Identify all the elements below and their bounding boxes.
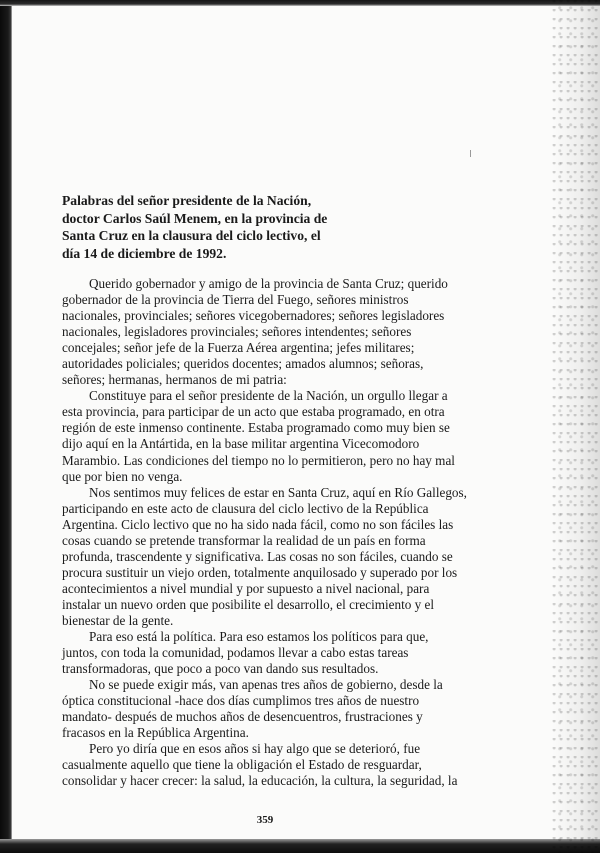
body-line: dijo aquí en la Antártida, en la base militar argentina Vicecomodoro — [62, 436, 420, 452]
body-line: Querido gobernador y amigo de la provincia de Santa Cruz; querido — [89, 276, 448, 291]
body-line: óptica constitucional -hace dos días cumplimos tres años de nuestro — [62, 693, 420, 709]
heading-line: doctor Carlos Saúl Menem, en la provincia de — [62, 210, 328, 226]
body-line: casualmente aquello que tiene la obligación el Estado de resguardar, — [62, 757, 422, 773]
body-line: transformadoras, que poco a poco van dando sus resultados. — [62, 661, 379, 677]
body-line: Argentina. Ciclo lectivo que no ha sido nada fácil, como no son fáciles las — [62, 516, 454, 532]
body-line: que por bien no venga. — [62, 468, 183, 484]
page-number: 359 — [256, 814, 274, 826]
body-line: mandato- después de muchos años de desencuentros, frustraciones y — [62, 709, 423, 725]
body-line: nacionales, legisladores provinciales; señores intendentes; señores — [62, 324, 412, 340]
scan-left-edge — [0, 0, 12, 853]
body-line: participando en este acto de clausura del ciclo lectivo de la República — [62, 500, 429, 516]
speech-heading — [62, 192, 362, 262]
body-line: bienestar de la gente. — [62, 612, 174, 628]
body-line: Marambio. Las condiciones del tiempo no lo permitieron, pero no hay mal — [62, 452, 455, 468]
body-line: Nos sentimos muy felices de estar en Santa Cruz, aquí en Río Gallegos, — [89, 484, 467, 500]
scan-top-edge — [0, 0, 600, 6]
body-line: Pero yo diría que en esos años si hay algo que se deterioró, fue — [89, 741, 421, 757]
scan-right-noise — [552, 0, 600, 853]
body-line: esta provincia, para participar de un acto que estaba programado, en otra — [62, 404, 445, 420]
body-line: autoridades policiales; queridos docentes; amados alumnos; señoras, — [62, 356, 424, 372]
body-line: No se puede exigir más, van apenas tres años de gobierno, desde la — [89, 677, 443, 693]
body-line: cosas cuando se pretende transformar la realidad de un país en forma — [62, 532, 426, 548]
heading-line: día 14 de diciembre de 1992. — [62, 245, 227, 261]
heading-line: Palabras del señor presidente de la Nación, — [62, 193, 312, 208]
body-line: señores; hermanas, hermanos de mi patria: — [62, 372, 287, 388]
body-line: acontecimientos a nivel mundial y por supuesto a nivel nacional, para — [62, 580, 430, 596]
body-line: Para eso está la política. Para eso estamos los políticos para que, — [89, 629, 429, 645]
body-line: Constituye para el señor presidente de la Nación, un orgullo llegar a — [89, 388, 448, 404]
body-line: fracasos en la República Argentina. — [62, 725, 249, 741]
body-line: concejales; señor jefe de la Fuerza Aérea argentina; jefes militares; — [62, 340, 415, 356]
body-line: instalar un nuevo orden que posibilite el desarrollo, el crecimiento y el — [62, 596, 435, 612]
scan-bottom-edge — [0, 839, 600, 853]
body-line: gobernador de la provincia de Tierra del Fuego, señores ministros — [62, 292, 409, 308]
body-line: procura sustituir un viejo orden, totalmente anquilosado y superado por los — [62, 564, 458, 580]
speech-body — [62, 276, 492, 790]
body-line: profunda, trascendente y significativa. Las cosas no son fáciles, cuando se — [62, 548, 453, 564]
body-line: región de este inmenso continente. Estaba programado como muy bien se — [62, 420, 450, 436]
body-line: consolidar y hacer crecer: la salud, la educación, la cultura, la seguridad, la — [62, 773, 458, 789]
heading-line: Santa Cruz en la clausura del ciclo lectivo, el — [62, 228, 321, 243]
body-line: nacionales, provinciales; señores vicegobernadores; señores legisladores — [62, 308, 445, 324]
body-line: juntos, con toda la comunidad, podamos llevar a cabo estas tareas — [62, 645, 409, 661]
scan-speck — [470, 150, 471, 157]
